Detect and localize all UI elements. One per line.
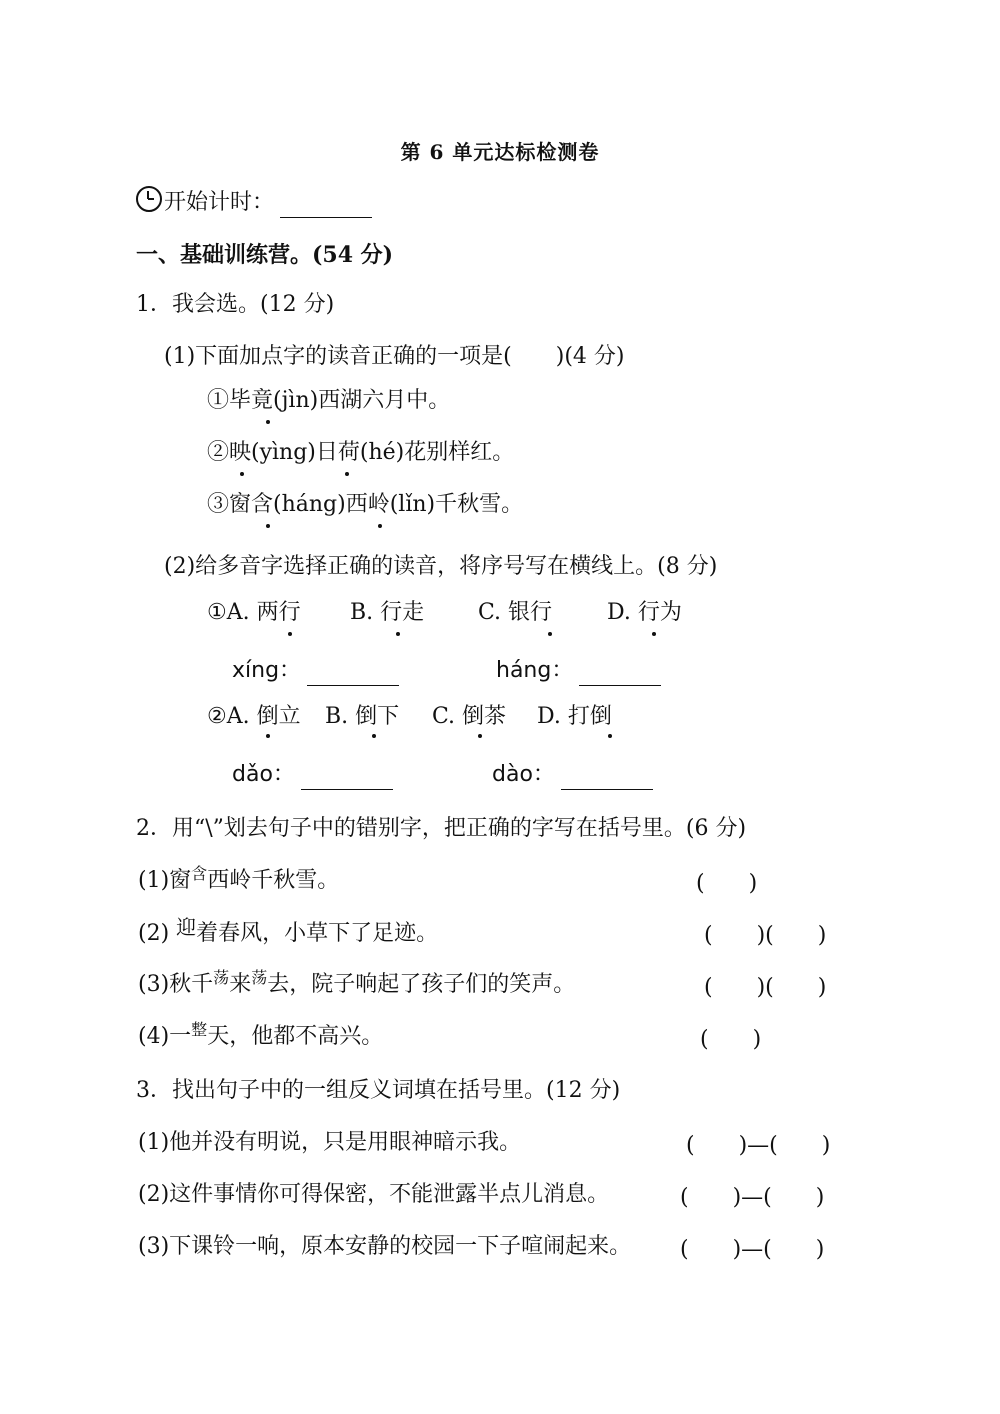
q3-sentence: (1)他并没有明说，只是用眼神暗示我。 bbox=[138, 1130, 522, 1155]
answer-row bbox=[232, 656, 399, 686]
sentence-text: (4)一 bbox=[138, 1024, 192, 1049]
q3-sentence: (2)这件事情你可得保密，不能泄露半点儿消息。 bbox=[138, 1182, 610, 1207]
emphasis-dot bbox=[372, 734, 376, 738]
sentence-text: (3)秋千 bbox=[138, 972, 214, 997]
q1-choice: ②A. 倒立 bbox=[207, 704, 301, 729]
q1-heading: 1．我会选。(12 分) bbox=[136, 292, 335, 317]
answer-parens[interactable]: ( )—( ) bbox=[686, 1133, 831, 1158]
emphasis-dot bbox=[652, 632, 656, 636]
timer-blank[interactable] bbox=[280, 195, 372, 218]
answer-parens[interactable]: ( ) bbox=[700, 1027, 762, 1052]
answer-parens[interactable]: ( ) bbox=[696, 871, 758, 896]
q1-choice: D. 打倒 bbox=[537, 704, 612, 729]
q2-sentence bbox=[138, 970, 575, 1001]
clock-icon bbox=[136, 186, 162, 212]
q1-sub1-prompt: (1)下面加点字的读音正确的一项是( )(4 分) bbox=[164, 344, 625, 369]
emphasis-dot bbox=[608, 734, 612, 738]
q1-choice: B. 行走 bbox=[350, 600, 425, 625]
emphasis-dot bbox=[378, 524, 382, 528]
q2-heading: 2．用“\”划去句子中的错别字，把正确的字写在括号里。(6 分) bbox=[136, 816, 747, 841]
emphasis-dot bbox=[345, 472, 349, 476]
answer-row bbox=[496, 656, 661, 686]
answer-row bbox=[232, 760, 393, 790]
sentence-text: (2) bbox=[138, 921, 177, 946]
sentence-text: 去，院子响起了孩子们的笑声。 bbox=[267, 972, 576, 997]
answer-parens[interactable]: ( )( ) bbox=[704, 923, 827, 948]
emphasis-dot bbox=[266, 734, 270, 738]
q1-sub2-prompt: (2)给多音字选择正确的读音，将序号写在横线上。(8 分) bbox=[164, 554, 718, 579]
emphasis-dot bbox=[396, 632, 400, 636]
sentence-text: 来 bbox=[229, 972, 252, 997]
answer-parens[interactable]: ( )—( ) bbox=[680, 1185, 825, 1210]
section-heading: 一、基础训练营。(54 分) bbox=[136, 242, 394, 268]
page-title: 第 6 单元达标检测卷 bbox=[400, 140, 600, 164]
answer-blank[interactable] bbox=[301, 767, 393, 790]
q1-sub1-option: ①毕竟(jìn)西湖六月中。 bbox=[207, 388, 451, 413]
emphasis-dot bbox=[240, 472, 244, 476]
q2-sentence bbox=[138, 1022, 383, 1053]
answer-blank[interactable] bbox=[307, 663, 399, 686]
emphasis-dot bbox=[266, 420, 270, 424]
pinyin-label: xíng： bbox=[232, 658, 302, 683]
q2-sentence bbox=[138, 866, 339, 897]
answer-blank[interactable] bbox=[561, 767, 653, 790]
q1-sub1-option: ②映(yìng)日荷(hé)花别样红。 bbox=[207, 440, 515, 465]
answer-blank[interactable] bbox=[579, 663, 661, 686]
emphasis-dot bbox=[548, 632, 552, 636]
q2-sentence bbox=[138, 915, 439, 949]
emphasis-dot bbox=[478, 734, 482, 738]
pinyin-label: dǎo： bbox=[232, 762, 295, 787]
sentence-text: 天，他都不高兴。 bbox=[207, 1024, 384, 1049]
timer-row bbox=[136, 186, 372, 218]
timer-label: 开始计时： bbox=[164, 190, 275, 215]
q3-heading: 3．找出句子中的一组反义词填在括号里。(12 分) bbox=[136, 1078, 621, 1103]
typo-char[interactable]: 荡 bbox=[251, 968, 268, 987]
answer-parens[interactable]: ( )—( ) bbox=[680, 1237, 825, 1262]
pinyin-label: dào： bbox=[492, 762, 555, 787]
typo-char[interactable]: 含 bbox=[191, 864, 208, 883]
emphasis-dot bbox=[266, 524, 270, 528]
q1-choice: D. 行为 bbox=[607, 600, 682, 625]
emphasis-dot bbox=[288, 632, 292, 636]
q1-choice: ①A. 两行 bbox=[207, 600, 301, 625]
sentence-text: 西岭千秋雪。 bbox=[207, 868, 340, 893]
answer-parens[interactable]: ( )( ) bbox=[704, 975, 827, 1000]
sentence-text: (1)窗 bbox=[138, 868, 192, 893]
answer-row bbox=[492, 760, 653, 790]
typo-char[interactable]: 整 bbox=[191, 1020, 208, 1039]
q3-sentence: (3)下课铃一响，原本安静的校园一下子喧闹起来。 bbox=[138, 1234, 632, 1259]
sentence-text: 着春风，小草下了足迹。 bbox=[196, 921, 439, 946]
q1-sub1-option: ③窗含(háng)西岭(lǐn)千秋雪。 bbox=[207, 492, 524, 517]
typo-char[interactable]: 荡 bbox=[213, 968, 230, 987]
typo-char[interactable]: 迎 bbox=[176, 915, 197, 939]
pinyin-label: háng： bbox=[496, 658, 574, 683]
q1-choice: B. 倒下 bbox=[325, 704, 400, 729]
q1-choice: C. 银行 bbox=[478, 600, 553, 625]
q1-choice: C. 倒茶 bbox=[432, 704, 507, 729]
